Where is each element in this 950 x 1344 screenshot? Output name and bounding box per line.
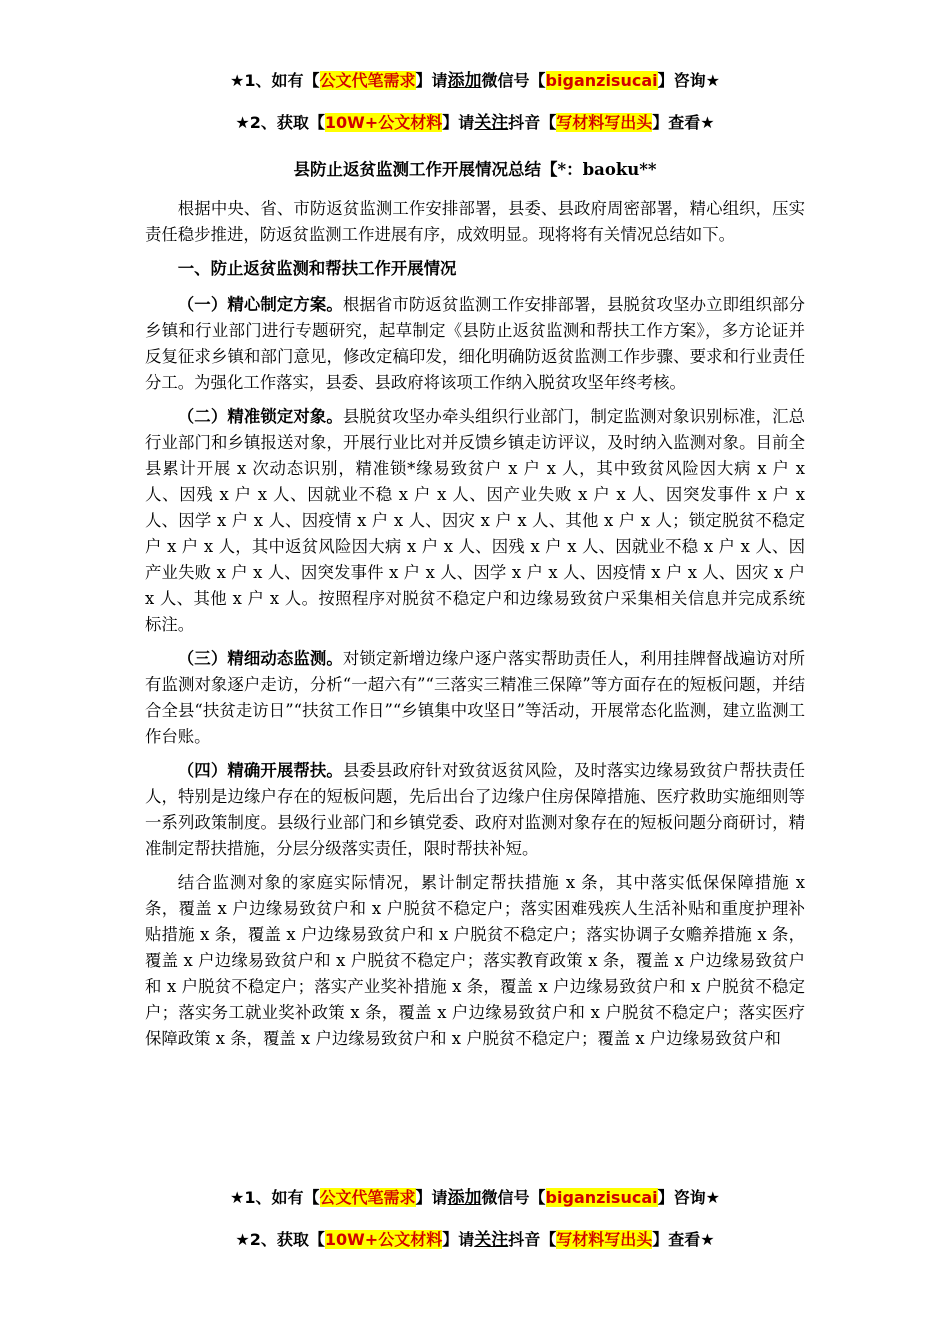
promo-banner-bottom-line-2 (145, 1229, 805, 1251)
banner-text: 】请 (442, 113, 475, 132)
document-title: 县防止返贫监测工作开展情况总结【*：baoku** (293, 160, 657, 179)
banner-highlight: 公文代笔需求 (319, 71, 416, 90)
banner-text: 微信号【 (481, 1188, 546, 1207)
section-paragraph-4 (145, 758, 805, 862)
section-lead: （一）精心制定方案。 (177, 295, 343, 314)
section-text: 县脱贫攻坚办牵头组织行业部门，制定监测对象识别标准，汇总行业部门和乡镇报送对象，开展行业比对并反馈乡镇走访评议，及时纳入监测对象。目前全县累计开展 x 次动态识别，精准锁*缘易致贫户 x 户 x 人，其中致贫风险因大病 x 户 x 人、因残 x 户 x 人、因就业不稳 x 户 x 人、因产业失败 x 户 x 人、因突发事件 x 户 x 人、因学 x 户 x 人、因疫情 x 户 x 人、因灾 x 户 x 人、其他 x 户 x 人；锁定脱贫不稳定户 x 户 x 人，其中返贫风险因大病 x 户 x 人、因残 x 户 x 人、因就业不稳 x 户 x 人、因产业失败 x 户 x 人、因突发事件 x 户 x 人、因学 x 户 x 人、因疫情 x 户 x 人、因灾 x 户 x 人、其他 x 户 x 人。按照程序对脱贫不稳定户和边缘易致贫户采集相关信息并完成系统标注。 (145, 407, 806, 634)
banner-text: 】咨询★ (657, 1188, 720, 1207)
banner-underline: 添加 (447, 71, 482, 91)
section-paragraph-2 (145, 404, 805, 638)
banner-text: ★1、如有【 (230, 1188, 320, 1207)
banner-text: 抖音【 (508, 113, 557, 132)
banner-underline: 添加 (447, 1188, 482, 1208)
banner-highlight: 写材料写出头 (556, 113, 653, 132)
banner-highlight: biganzisucai (545, 1188, 658, 1207)
banner-text: 】请 (442, 1230, 475, 1249)
banner-underline: 关注 (474, 113, 509, 133)
promo-banner-line-1 (145, 70, 805, 92)
document-body (145, 196, 805, 1060)
section-text: 对锁定新增边缘户逐户落实帮助责任人，利用挂牌督战遍访对所有监测对象逐户走访，分析“一超六有”“三落实三精准三保障”等方面存在的短板问题，并结合全县“扶贫走访日”“扶贫工作日”“乡镇集中攻坚日”等活动，开展常态化监测，建立监测工作台账。 (145, 649, 806, 746)
banner-text: ★2、获取【 (235, 1230, 325, 1249)
banner-text: 微信号【 (481, 71, 546, 90)
banner-highlight: 写材料写出头 (556, 1230, 653, 1249)
intro-paragraph: 根据中央、省、市防返贫监测工作安排部署，县委、县政府周密部署，精心组织，压实责任稳步推进，防返贫监测工作进展有序，成效明显。现将将有关情况总结如下。 (145, 199, 805, 244)
banner-text: 】请 (415, 71, 448, 90)
banner-text: ★1、如有【 (230, 71, 320, 90)
promo-banner-line-2 (145, 112, 805, 134)
closing-paragraph: 结合监测对象的家庭实际情况，累计制定帮扶措施 x 条，其中落实低保保障措施 x 条，覆盖 x 户边缘易致贫户和 x 户脱贫不稳定户；落实困难残疾人生活补贴和重度护理补贴措施 x 条，覆盖 x 户边缘易致贫户和 x 户脱贫不稳定户；落实协调子女赡养措施 x 条，覆盖 x 户边缘易致贫户和 x 户脱贫不稳定户；落实教育政策 x 条，覆盖 x 户边缘易致贫户和 x 户脱贫不稳定户；落实产业奖补措施 x 条，覆盖 x 户边缘易致贫户和 x 户脱贫不稳定户；落实务工就业奖补政策 x 条，覆盖 x 户边缘易致贫户和 x 户脱贫不稳定户；落实医疗保障政策 x 条，覆盖 x 户边缘易致贫户和 x 户脱贫不稳定户；覆盖 x 户边缘易致贫户和 (145, 873, 805, 1048)
banner-text: 抖音【 (508, 1230, 557, 1249)
banner-highlight: 公文代笔需求 (319, 1188, 416, 1207)
section-heading: 一、防止返贫监测和帮扶工作开展情况 (177, 259, 457, 278)
section-text: 根据省市防返贫监测工作安排部署，县脱贫攻坚办立即组织部分乡镇和行业部门进行专题研究，起草制定《县防止返贫监测和帮扶工作方案》，多方论证并反复征求乡镇和部门意见，修改定稿印发，细化明确防返贫监测工作步骤、要求和行业责任分工。为强化工作落实，县委、县政府将该项工作纳入脱贫攻坚年终考核。 (145, 295, 806, 392)
banner-highlight: biganzisucai (545, 71, 658, 90)
banner-underline: 关注 (474, 1230, 509, 1250)
section-lead: （四）精确开展帮扶。 (177, 761, 343, 780)
section-paragraph-3 (145, 646, 805, 750)
banner-text: 】请 (415, 1188, 448, 1207)
section-lead: （三）精细动态监测。 (177, 649, 343, 668)
section-text: 县委县政府针对致贫返贫风险，及时落实边缘易致贫户帮扶责任人，特别是边缘户存在的短板问题，先后出台了边缘户住房保障措施、医疗救助实施细则等一系列政策制度。县级行业部门和乡镇党委、政府对监测对象存在的短板问题分商研讨，精准制定帮扶措施，分层分级落实责任，限时帮扶补短。 (145, 761, 806, 858)
banner-text: 】查看★ (652, 1230, 715, 1249)
section-lead: （二）精准锁定对象。 (177, 407, 343, 426)
banner-text: ★2、获取【 (235, 113, 325, 132)
section-paragraph-1 (145, 292, 805, 396)
banner-highlight: 10W+公文材料 (324, 113, 443, 132)
banner-text: 】查看★ (652, 113, 715, 132)
promo-banner-bottom-line-1 (145, 1187, 805, 1209)
banner-text: 】咨询★ (657, 71, 720, 90)
banner-highlight: 10W+公文材料 (324, 1230, 443, 1249)
